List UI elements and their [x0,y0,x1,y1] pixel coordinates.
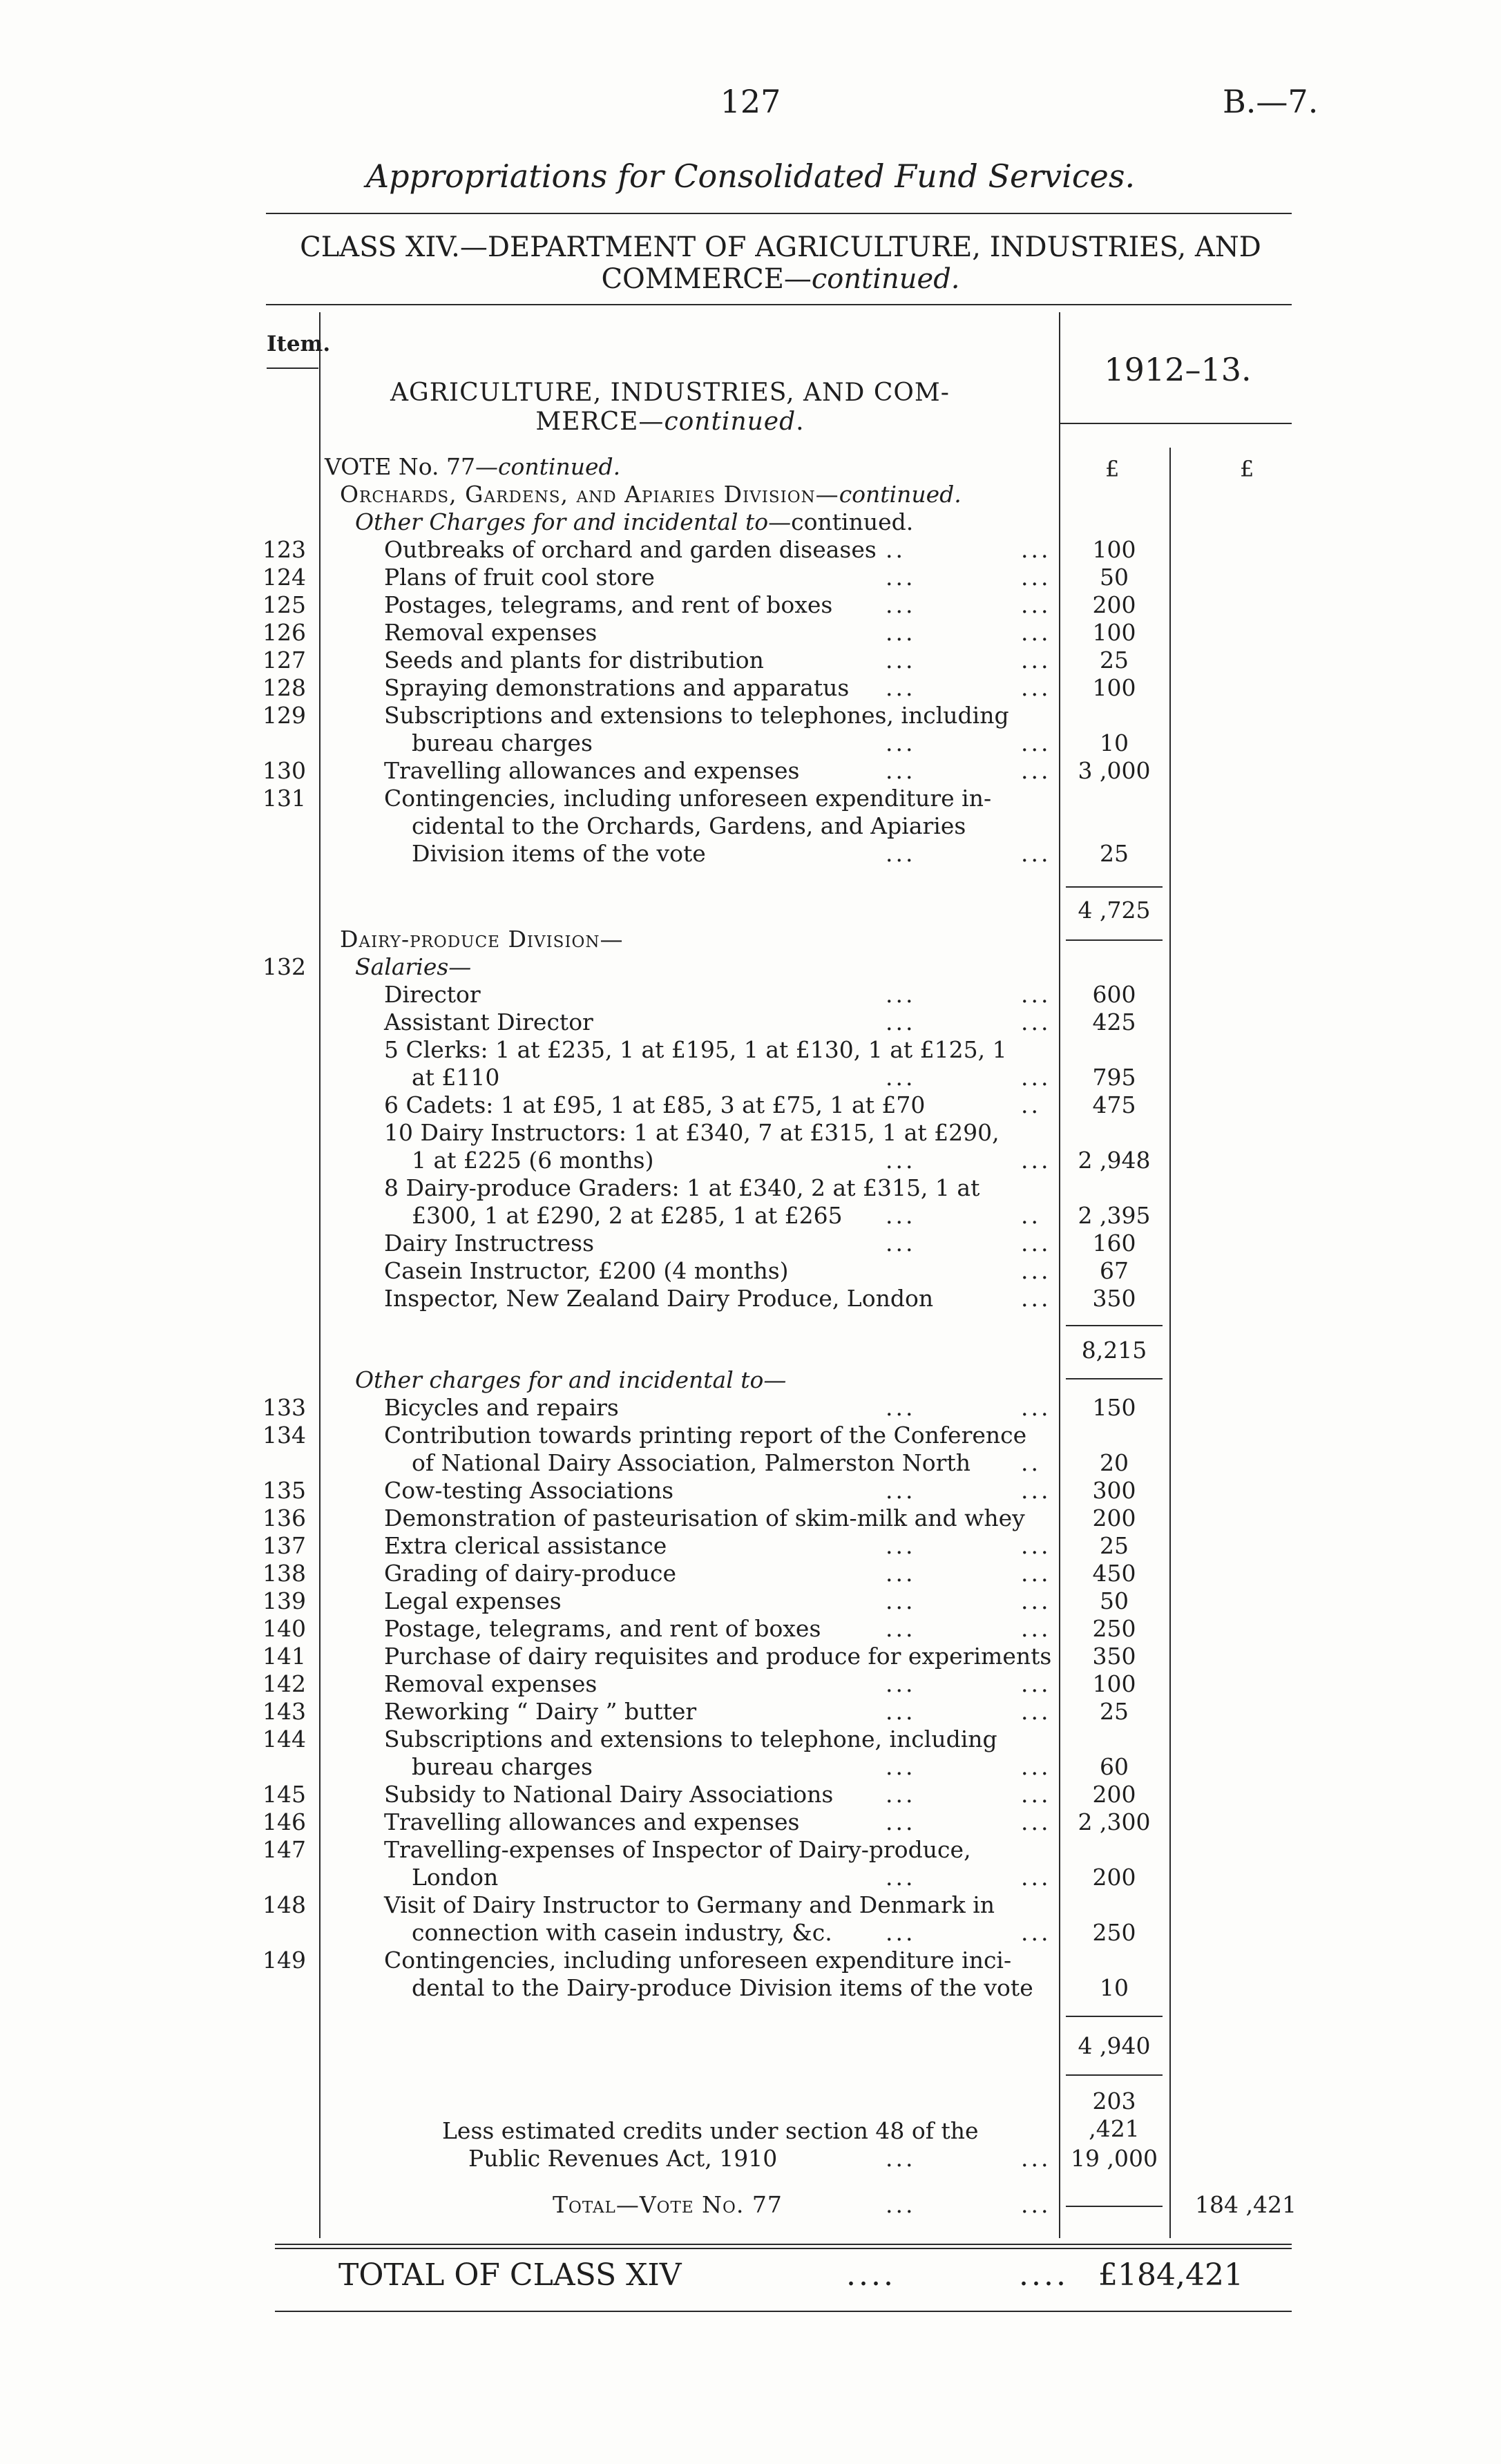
section-title-period: . [796,408,805,436]
other-charge-item-description: Travelling allowances and expenses [384,1808,800,1835]
other-charge-item-item-number: 141 [262,1643,306,1670]
other-charge-item-item-number: 133 [262,1394,306,1421]
salary-item-leader-dots: ... [886,1064,916,1091]
other-charge-item-row [0,1587,1501,1615]
other-charge-item-amount: 25 [1100,1532,1129,1559]
salary-item-amount: 2 ,948 [1078,1147,1151,1174]
orchards-subheading-italic: Other Charges for and incidental to [355,508,769,535]
other-charge-item-description: Bicycles and repairs [384,1394,619,1421]
other-charge-item-amount: 25 [1100,1698,1129,1725]
orchards-item-row [0,757,1501,785]
orchards-item-leader-dots: .. [886,536,906,563]
salary-item-leader-dots: ... [886,1009,916,1035]
other-charge-item-row [0,1781,1501,1808]
orchards-item-item-number: 125 [262,591,306,618]
other-charge-item-leader-dots-2: ... [1021,1753,1051,1780]
orchards-item-item-number: 126 [262,619,306,646]
class-total-leader-dots-2: .... [1019,2257,1069,2293]
salary-item-amount: 350 [1092,1285,1136,1312]
orchards-item-leader-dots-2: ... [1021,729,1051,756]
other-charge-item-leader-dots: ... [886,1919,916,1946]
other-charge-item-row [0,1477,1501,1505]
other-charge-item-description: Subscriptions and extensions to telephone, including [384,1726,997,1753]
salary-item-row [0,1202,1501,1230]
orchards-heading-label: Orchards, Gardens, and Apiaries Division— [340,481,839,508]
orchards-item-leader-dots: ... [886,647,916,674]
orchards-item-description: Outbreaks of orchard and garden diseases [384,536,877,563]
other-charge-item-item-number: 139 [262,1587,306,1614]
class-total-bottom-rule [275,2311,1292,2312]
total-vote-row [0,2191,1501,2219]
orchards-item-amount: 100 [1092,536,1136,563]
orchards-item-leader-dots-2: ... [1021,536,1051,563]
salary-item-amount: 160 [1092,1230,1136,1257]
other-charge-item-row [0,1560,1501,1587]
pound-header-total: £ [1240,456,1254,482]
vote-label [325,453,620,481]
other-charge-item-description: Cow-testing Associations [384,1477,674,1504]
other-charge-item-description: Subsidy to National Dairy Associations [384,1781,834,1808]
salary-item-description: 8 Dairy-produce Graders: 1 at £340, 2 at £315, 1 at [384,1174,980,1201]
orchards-item-amount: 25 [1100,840,1129,867]
item-column-header: Item. [267,332,331,356]
orchards-item-item-number: 128 [262,674,306,701]
orchards-subheading [0,508,1501,536]
orchards-item-leader-dots: ... [886,674,916,701]
other-charge-item-row [0,1891,1501,1919]
other-charge-item-amount: 200 [1092,1864,1136,1891]
other-charge-item-item-number: 149 [262,1947,306,1974]
other-charge-item-row [0,1615,1501,1643]
other-charge-item-leader-dots: ... [886,1615,916,1642]
pound-header-amount: £ [1105,456,1120,482]
other-charge-item-leader-dots: ... [886,1587,916,1614]
other-charge-item-description: London [412,1864,499,1891]
other-charge-item-leader-dots-2: ... [1021,1532,1051,1559]
other-charges-heading [0,1366,1501,1394]
salary-item-amount: 425 [1092,1009,1136,1035]
orchards-item-amount: 200 [1092,591,1136,618]
salary-item-leader-dots-2: ... [1021,1009,1051,1035]
total-vote-label: Total—Vote No. 77 [553,2191,783,2218]
orchards-item-description: Subscriptions and extensions to telephones, including [384,702,1009,729]
orchards-item-row [0,840,1501,868]
class-title [269,231,1292,295]
orchards-subtotal-row [0,897,1501,924]
orchards-item-leader-dots: ... [886,840,916,867]
class-total-leader-dots: .... [846,2257,896,2293]
orchards-item-row [0,674,1501,702]
total-vote-amount: 184 ,421 [1195,2191,1297,2218]
orchards-item-amount: 50 [1100,564,1129,591]
other-charge-item-leader-dots-2: ... [1021,1808,1051,1835]
orchards-item-row [0,536,1501,564]
class-total-amount: £184,421 [1098,2257,1243,2293]
other-charge-item-description: Extra clerical assistance [384,1532,667,1559]
other-charge-item-item-number: 147 [262,1836,306,1863]
other-charge-item-leader-dots: ... [886,1781,916,1808]
orchards-item-row [0,785,1501,812]
salary-item-description: 10 Dairy Instructors: 1 at £340, 7 at £315, 1 at £290, [384,1119,1000,1146]
section-title-line2-text: MERCE— [535,408,665,436]
orchards-item-description: Plans of fruit cool store [384,564,655,591]
other-charge-item-item-number: 137 [262,1532,306,1559]
orchards-item-item-number: 124 [262,564,306,591]
salary-item-row [0,1091,1501,1119]
orchards-item-leader-dots-2: ... [1021,840,1051,867]
page-number: 127 [720,83,781,120]
salaries-sum-rule [1066,1325,1163,1326]
vote-number: VOTE No. 77— [325,453,499,480]
class-title-line2-text: COMMERCE— [601,263,812,295]
class-total-top-rule-2 [275,2248,1292,2249]
salary-item-amount: 67 [1100,1257,1129,1284]
other-charge-item-row [0,1974,1501,2002]
other-charge-item-description: Purchase of dairy requisites and produce for experiments [384,1643,1052,1670]
other-charge-item-row [0,1532,1501,1560]
other-charge-item-amount: 50 [1100,1587,1129,1614]
other-charge-item-amount: 100 [1092,1670,1136,1697]
other-charge-item-amount: 10 [1100,1974,1129,2001]
orchards-item-row [0,702,1501,729]
other-charge-item-row [0,1947,1501,1974]
other-charge-item-row [0,1836,1501,1864]
other-charge-item-item-number: 148 [262,1891,306,1918]
salaries-subtotal-row [0,1337,1501,1364]
other-subtotal-row [0,2032,1501,2060]
class-total-label: TOTAL OF CLASS XIV [338,2257,682,2293]
orchards-item-description: Postages, telegrams, and rent of boxes [384,591,833,618]
other-charge-item-item-number: 140 [262,1615,306,1642]
salaries-heading [0,953,1501,981]
other-charge-item-amount: 250 [1092,1615,1136,1642]
salary-item-amount: 600 [1092,981,1136,1008]
salary-item-description: £300, 1 at £290, 2 at £285, 1 at £265 [412,1202,843,1229]
orchards-item-item-number: 123 [262,536,306,563]
orchards-item-description: bureau charges [412,729,593,756]
other-charge-item-amount: 300 [1092,1477,1136,1504]
other-charge-item-row [0,1919,1501,1947]
salary-item-leader-dots: ... [886,1202,916,1229]
credits-amount: 19 ,000 [1071,2145,1158,2172]
class-title-continued: continued. [811,263,960,295]
other-charge-item-leader-dots: ... [886,1560,916,1587]
salary-item-leader-dots-2: ... [1021,1285,1051,1312]
other-charge-item-leader-dots-2: ... [1021,1698,1051,1725]
salary-item-row [0,1174,1501,1202]
other-charge-item-leader-dots-2: ... [1021,1864,1051,1891]
other-charge-item-description: Travelling-expenses of Inspector of Dairy-produce, [384,1836,971,1863]
salary-item-leader-dots-2: ... [1021,1257,1051,1284]
orchards-item-row [0,619,1501,647]
class-title-line2 [269,263,1292,295]
salary-item-leader-dots: ... [886,1147,916,1174]
other-charge-item-description: Contingencies, including unforeseen expenditure inci- [384,1947,1012,1974]
other-charge-item-leader-dots: ... [886,1477,916,1504]
other-charge-item-leader-dots-2: ... [1021,1560,1051,1587]
other-charge-item-item-number: 135 [262,1477,306,1504]
total-vote-leader-dots: ... [886,2191,916,2218]
other-charge-item-leader-dots-2: ... [1021,1477,1051,1504]
other-charge-item-description: Visit of Dairy Instructor to Germany and Denmark in [384,1891,995,1918]
credits-text-line2: Public Revenues Act, 1910 [468,2145,778,2172]
orchards-item-item-number: 130 [262,757,306,784]
orchards-item-leader-dots: ... [886,591,916,618]
other-charge-item-leader-dots: ... [886,1698,916,1725]
salaries-item-number: 132 [262,953,306,980]
other-charge-item-row [0,1864,1501,1891]
other-charge-item-description: connection with casein industry, &c. [412,1919,832,1946]
credits-leader-dots: ... [886,2145,916,2172]
class-total-top-rule [275,2244,1292,2245]
other-charge-item-leader-dots: ... [886,1753,916,1780]
other-charge-item-leader-dots-2: ... [1021,1394,1051,1421]
salary-item-leader-dots: ... [886,1230,916,1257]
other-charge-item-description: bureau charges [412,1753,593,1780]
other-charge-item-description: Removal expenses [384,1670,597,1697]
orchards-item-leader-dots-2: ... [1021,591,1051,618]
header-rule [266,213,1292,214]
orchards-item-description: Spraying demonstrations and apparatus [384,674,850,701]
other-charge-item-leader-dots-2: ... [1021,1587,1051,1614]
orchards-item-amount: 100 [1092,619,1136,646]
orchards-item-row [0,564,1501,591]
other-charge-item-description: Legal expenses [384,1587,562,1614]
other-charge-item-row [0,1670,1501,1698]
salary-item-description: Assistant Director [384,1009,593,1035]
gross-rule [1066,2074,1163,2076]
salary-item-amount: 795 [1092,1064,1136,1091]
orchards-subtotal: 4 ,725 [1078,897,1151,924]
vote-heading [0,453,1501,481]
orchards-item-leader-dots: ... [886,757,916,784]
other-subtotal: 4 ,940 [1078,2032,1151,2059]
salary-item-amount: 475 [1092,1091,1136,1118]
other-charge-item-row [0,1422,1501,1449]
other-charge-item-leader-dots-2: ... [1021,1615,1051,1642]
other-charge-item-item-number: 145 [262,1781,306,1808]
orchards-heading-text [340,481,962,508]
other-charge-item-item-number: 146 [262,1808,306,1835]
other-charge-item-amount: 150 [1092,1394,1136,1421]
salaries-label: Salaries— [355,953,472,980]
other-charge-item-leader-dots-2: ... [1021,1670,1051,1697]
orchards-item-item-number: 131 [262,785,306,812]
orchards-item-leader-dots-2: ... [1021,674,1051,701]
orchards-subheading-text [355,508,913,536]
orchards-item-row [0,591,1501,619]
salary-item-description: Casein Instructor, £200 (4 months) [384,1257,789,1284]
orchards-item-leader-dots-2: ... [1021,757,1051,784]
other-charge-item-leader-dots: ... [886,1808,916,1835]
other-charge-item-item-number: 138 [262,1560,306,1587]
other-charge-item-row [0,1726,1501,1753]
salary-item-row [0,1285,1501,1312]
salary-item-leader-dots-2: ... [1021,981,1051,1008]
orchards-item-row [0,647,1501,674]
orchards-item-description: Contingencies, including unforeseen expenditure in- [384,785,992,812]
orchards-item-leader-dots: ... [886,729,916,756]
orchards-item-description: Seeds and plants for distribution [384,647,764,674]
orchards-item-description: Division items of the vote [412,840,706,867]
other-charge-item-leader-dots: ... [886,1670,916,1697]
dairy-heading-text: Dairy-produce Division— [340,926,624,953]
orchards-item-description: Travelling allowances and expenses [384,757,800,784]
salary-item-leader-dots-2: ... [1021,1230,1051,1257]
credits-text-line1: Less estimated credits under section 48 of the [442,2117,979,2144]
salary-item-amount: 2 ,395 [1078,1202,1151,1229]
item-head-rule [267,367,318,369]
salary-item-leader-dots-2: .. [1021,1091,1041,1118]
other-charge-item-leader-dots-2: .. [1021,1449,1041,1476]
orchards-item-amount: 10 [1100,729,1129,756]
other-charge-item-amount: 350 [1092,1643,1136,1670]
gross-total: 203 ,421 [1089,2088,1140,2142]
salary-item-description: 6 Cadets: 1 at £95, 1 at £85, 3 at £75, 1 at £70 [384,1091,926,1118]
section-title-line1: AGRICULTURE, INDUSTRIES, AND COM- [390,379,950,407]
section-title [325,379,1015,437]
orchards-item-amount: 25 [1100,647,1129,674]
other-charge-item-leader-dots-2: ... [1021,1919,1051,1946]
other-charge-item-amount: 200 [1092,1505,1136,1531]
vote-continued: continued. [498,453,621,480]
other-charge-item-description: Demonstration of pasteurisation of skim-milk and whey [384,1505,1025,1531]
orchards-item-description: Removal expenses [384,619,597,646]
salary-item-row [0,1257,1501,1285]
other-charge-item-description: of National Dairy Association, Palmerston North [412,1449,971,1476]
other-charge-item-amount: 60 [1100,1753,1129,1780]
orchards-sum-rule [1066,886,1163,888]
class-total-row [0,2257,1501,2299]
other-charge-item-row [0,1753,1501,1781]
credits-leader-dots-2: ... [1021,2145,1051,2172]
year-rule [1060,423,1292,424]
salary-item-description: Director [384,981,481,1008]
salary-item-row [0,981,1501,1009]
section-title-line2 [325,408,1015,437]
salary-item-row [0,1036,1501,1064]
salary-item-description: Dairy Instructress [384,1230,595,1257]
dairy-heading [0,926,1501,953]
document-reference: B.—7. [1223,83,1319,120]
orchards-item-row [0,729,1501,757]
other-charges-label: Other charges for and incidental to— [355,1366,787,1393]
salary-item-row [0,1009,1501,1036]
section-title-continued: continued [664,408,796,436]
salary-item-row [0,1119,1501,1147]
other-charge-item-description: Reworking “ Dairy ” butter [384,1698,697,1725]
other-charge-item-row [0,1394,1501,1422]
orchards-item-description: cidental to the Orchards, Gardens, and Apiaries [412,812,966,839]
other-charge-item-amount: 450 [1092,1560,1136,1587]
other-charge-item-leader-dots-2: ... [1021,1781,1051,1808]
salary-item-leader-dots-2: ... [1021,1147,1051,1174]
other-charge-item-item-number: 143 [262,1698,306,1725]
salary-item-description: Inspector, New Zealand Dairy Produce, London [384,1285,934,1312]
orchards-item-leader-dots-2: ... [1021,619,1051,646]
total-vote-leader-dots-2: ... [1021,2191,1051,2218]
salary-item-leader-dots: ... [886,981,916,1008]
salary-item-leader-dots-2: .. [1021,1202,1041,1229]
orchards-subheading-continued: —continued. [768,508,914,535]
orchards-heading-continued: continued. [839,481,962,508]
orchards-item-leader-dots-2: ... [1021,564,1051,591]
salary-item-description: 5 Clerks: 1 at £235, 1 at £195, 1 at £130, 1 at £125, 1 [384,1036,1007,1063]
orchards-item-leader-dots: ... [886,619,916,646]
class-title-line1: CLASS XIV.—DEPARTMENT OF AGRICULTURE, INDUSTRIES, AND [300,231,1261,263]
other-charge-item-item-number: 136 [262,1505,306,1531]
salary-item-row [0,1064,1501,1091]
other-sum-rule [1066,2016,1163,2017]
other-charge-item-leader-dots: ... [886,1394,916,1421]
salary-item-row [0,1230,1501,1257]
other-charge-item-item-number: 134 [262,1422,306,1449]
other-charge-item-description: Grading of dairy-produce [384,1560,677,1587]
other-charge-item-leader-dots: ... [886,1532,916,1559]
other-charge-item-row [0,1698,1501,1726]
orchards-item-amount: 100 [1092,674,1136,701]
salary-item-row [0,1147,1501,1174]
other-charge-item-amount: 2 ,300 [1078,1808,1151,1835]
other-charge-item-item-number: 142 [262,1670,306,1697]
other-charge-item-description: Postage, telegrams, and rent of boxes [384,1615,821,1642]
page-subtitle: Appropriations for Consolidated Fund Services. [365,157,1136,195]
other-charge-item-description: dental to the Dairy-produce Division items of the vote [412,1974,1033,2001]
other-charge-item-leader-dots: ... [886,1864,916,1891]
salaries-subtotal: 8,215 [1081,1337,1147,1364]
other-charge-item-amount: 20 [1100,1449,1129,1476]
credits-row-1 [0,2117,1501,2145]
other-charge-item-amount: 200 [1092,1781,1136,1808]
other-charge-item-amount: 250 [1092,1919,1136,1946]
other-charge-item-item-number: 144 [262,1726,306,1753]
other-charge-item-row [0,1505,1501,1532]
orchards-heading [0,481,1501,508]
orchards-item-leader-dots: ... [886,564,916,591]
credits-row-2 [0,2145,1501,2172]
other-charge-item-row [0,1643,1501,1670]
salary-item-leader-dots-2: ... [1021,1064,1051,1091]
salary-item-description: 1 at £225 (6 months) [412,1147,654,1174]
orchards-item-item-number: 127 [262,647,306,674]
salary-item-description: at £110 [412,1064,500,1091]
orchards-item-amount: 3 ,000 [1078,757,1151,784]
other-charge-item-description: Contribution towards printing report of the Conference [384,1422,1027,1449]
orchards-item-item-number: 129 [262,702,306,729]
other-charge-item-row [0,1808,1501,1836]
year-header: 1912–13. [1104,351,1252,388]
orchards-item-row [0,812,1501,840]
orchards-item-leader-dots-2: ... [1021,647,1051,674]
class-title-rule [266,304,1292,305]
other-charge-item-row [0,1449,1501,1477]
